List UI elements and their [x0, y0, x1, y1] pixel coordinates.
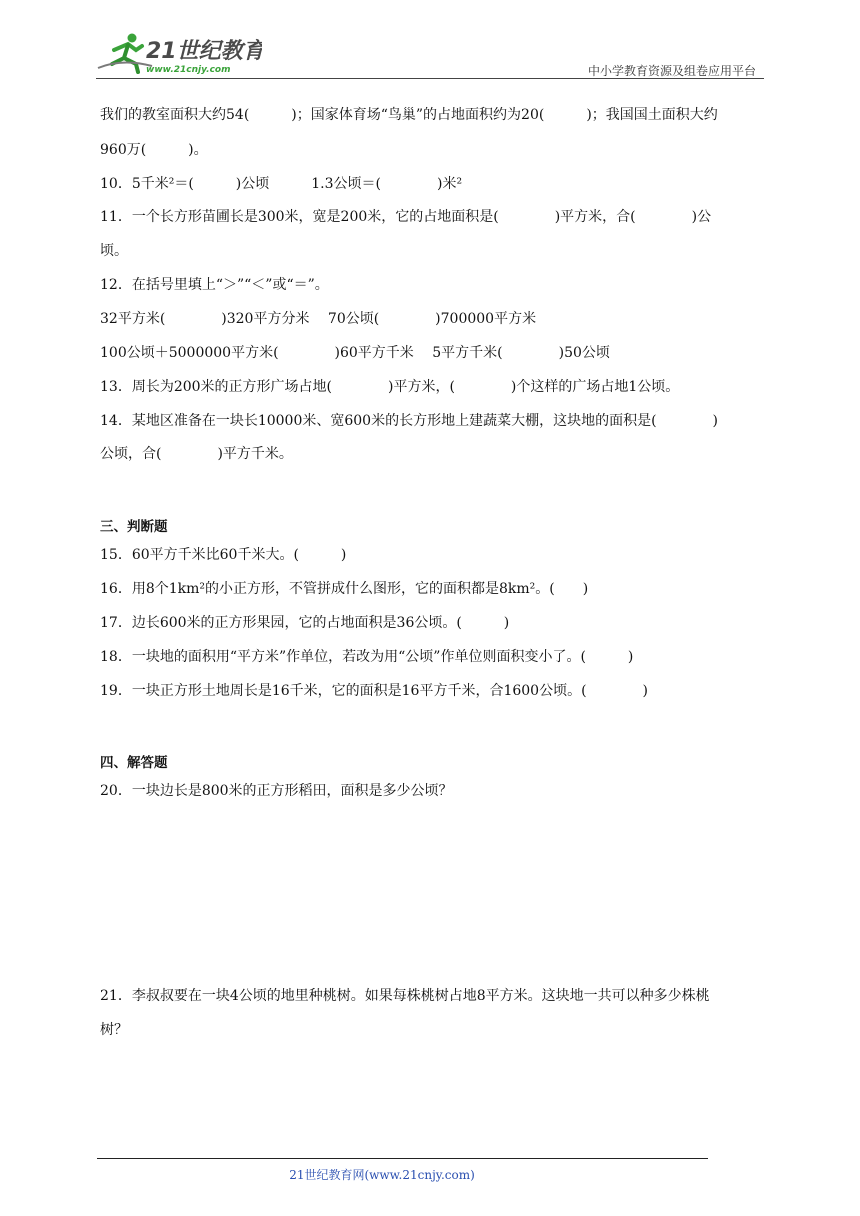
page-footer — [0, 1166, 860, 1183]
question-20: 20．一块边长是800米的正方形稻田，面积是多少公顷？ — [100, 783, 453, 799]
platform-name: 中小学教育资源及组卷应用平台 — [587, 64, 756, 78]
question-10: 10．5千米²＝( )公顷 1.3公顷＝( )米² — [100, 176, 463, 192]
runner-logo-icon — [92, 28, 262, 78]
section-3-heading: 三、判断题 — [100, 519, 168, 535]
section-4-heading: 四、解答题 — [100, 755, 168, 771]
question-15: 15．60平方千米比60千米大。( ) — [100, 547, 347, 563]
question-12-row-2: 100公顷＋5000000平方米( )60平方千米 5平方千米( )50公顷 — [100, 345, 610, 361]
question-21-line-2: 树？ — [100, 1022, 128, 1038]
q9-line-2: 960万( )。 — [100, 142, 208, 158]
footer-divider — [97, 1158, 708, 1159]
question-11-line-2: 顷。 — [100, 243, 128, 259]
logo — [92, 28, 262, 78]
question-21-line-1: 21．李叔叔要在一块4公顷的地里种桃树。如果每株桃树占地8平方米。这块地一共可以种多少株桃 — [100, 988, 710, 1004]
svg-text:21世纪教育: 21世纪教育 — [146, 39, 262, 64]
page-header — [0, 0, 860, 80]
question-14-line-1: 14．某地区准备在一块长10000米、宽600米的长方形地上建蔬菜大棚，这块地的面积是( ) — [100, 413, 718, 429]
question-13: 13．周长为200米的正方形广场占地( )平方米，( )个这样的广场占地1公顷。 — [100, 379, 680, 395]
question-12: 12．在括号里填上“＞”“＜”或“＝”。 — [100, 277, 329, 293]
question-11-line-1: 11．一个长方形苗圃长是300米，宽是200米，它的占地面积是( )平方米，合( )公 — [100, 209, 712, 225]
question-19: 19．一块正方形土地周长是16千米，它的面积是16平方千米，合1600公顷。( ) — [100, 683, 648, 699]
question-17: 17．边长600米的正方形果园，它的占地面积是36公顷。( ) — [100, 615, 510, 631]
header-divider — [96, 78, 764, 79]
question-14-line-2: 公顷，合( )平方千米。 — [100, 446, 293, 462]
question-18: 18．一块地的面积用“平方米”作单位，若改为用“公顷”作单位则面积变小了。( ) — [100, 649, 634, 665]
svg-text:www.21cnjy.com: www.21cnjy.com — [146, 65, 231, 75]
question-12-row-1: 32平方米( )320平方分米 70公顷( )700000平方米 — [100, 311, 537, 327]
footer-text[interactable]: 21世纪教育网(www.21cnjy.com) — [289, 1168, 475, 1182]
q9-line-1: 我们的教室面积大约54( )；国家体育场“鸟巢”的占地面积约为20( )；我国国土面积大约 — [100, 107, 718, 123]
question-16: 16．用8个1km²的小正方形，不管拼成什么图形，它的面积都是8km²。( ) — [100, 581, 589, 597]
